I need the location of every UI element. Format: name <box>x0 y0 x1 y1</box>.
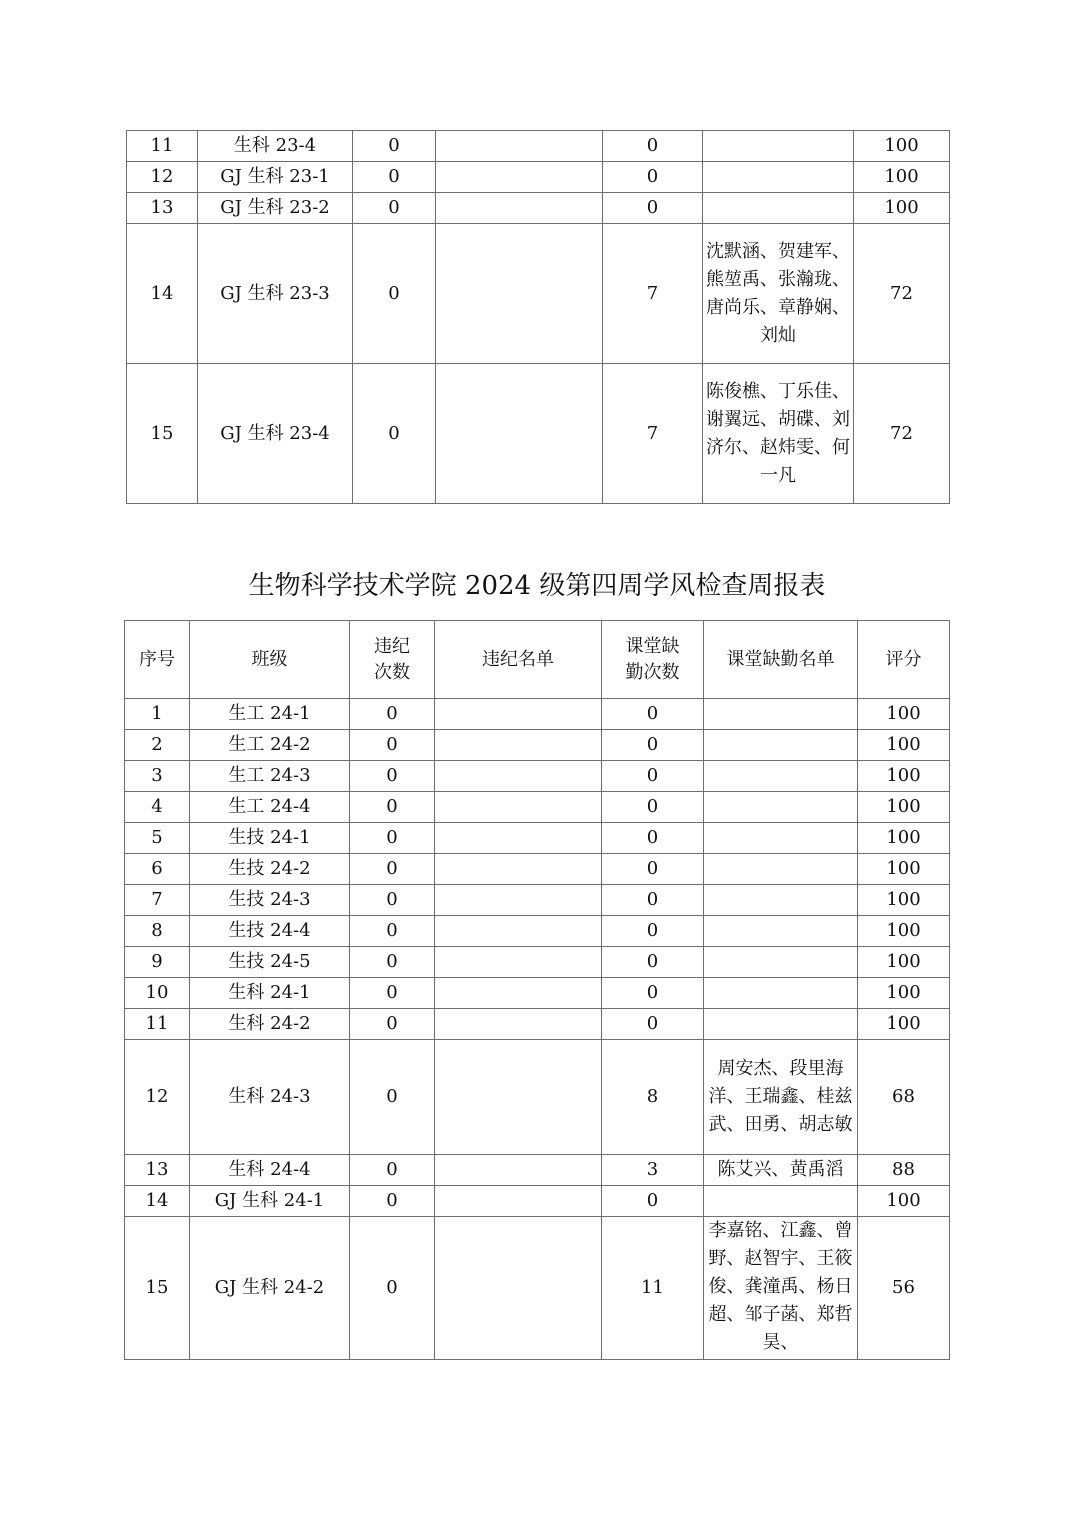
cell-no: 1 <box>125 699 190 730</box>
table-row <box>125 1186 950 1217</box>
cell-class: 生科 24-3 <box>190 1040 350 1155</box>
cell-no: 14 <box>125 1186 190 1217</box>
table-row <box>125 947 950 978</box>
cell-class: GJ 生科 23-3 <box>198 224 353 364</box>
cell-class: 生科 24-4 <box>190 1155 350 1186</box>
table-row <box>127 224 950 364</box>
cell-violations: 0 <box>353 162 436 193</box>
cell-absences: 0 <box>602 761 704 792</box>
cell-no: 11 <box>127 131 198 162</box>
cell-class: 生技 24-5 <box>190 947 350 978</box>
cell-violation-names <box>435 1155 602 1186</box>
cell-absence-names <box>704 854 858 885</box>
report-title: 生物科学技术学院 2024 级第四周学风检查周报表 <box>248 571 826 601</box>
table-row <box>125 1155 950 1186</box>
cell-violations: 0 <box>350 885 435 916</box>
cell-violation-names <box>436 162 603 193</box>
header-violation-names: 违纪名单 <box>435 621 602 699</box>
cell-score: 68 <box>858 1040 950 1155</box>
cell-violations: 0 <box>350 1155 435 1186</box>
cell-absence-names: 陈俊樵、丁乐佳、谢翼远、胡碟、刘济尔、赵炜雯、何一凡 <box>703 364 854 504</box>
cell-absence-names <box>704 1009 858 1040</box>
cell-absence-names <box>704 792 858 823</box>
cell-absence-names <box>704 947 858 978</box>
cell-violation-names <box>435 730 602 761</box>
cell-score: 100 <box>858 916 950 947</box>
cell-violations: 0 <box>353 364 436 504</box>
cell-violation-names <box>435 1186 602 1217</box>
cell-class: GJ 生科 24-1 <box>190 1186 350 1217</box>
cell-absences: 0 <box>602 699 704 730</box>
cell-class: GJ 生科 23-4 <box>198 364 353 504</box>
cell-no: 12 <box>127 162 198 193</box>
header-absence-names: 课堂缺勤名单 <box>704 621 858 699</box>
cell-score: 72 <box>854 224 950 364</box>
header-no: 序号 <box>125 621 190 699</box>
cell-score: 100 <box>854 131 950 162</box>
cell-violation-names <box>435 699 602 730</box>
cell-absences: 0 <box>603 131 703 162</box>
cell-absences: 0 <box>602 730 704 761</box>
cell-violations: 0 <box>353 224 436 364</box>
cell-absences: 0 <box>602 823 704 854</box>
cell-absences: 11 <box>602 1217 704 1360</box>
cell-violation-names <box>436 224 603 364</box>
cell-class: 生工 24-3 <box>190 761 350 792</box>
cell-violations: 0 <box>350 916 435 947</box>
cell-class: 生技 24-1 <box>190 823 350 854</box>
cell-absence-names <box>704 823 858 854</box>
cell-absences: 0 <box>602 1009 704 1040</box>
cell-absence-names <box>703 131 854 162</box>
cell-absences: 0 <box>602 854 704 885</box>
cell-violation-names <box>435 978 602 1009</box>
header-score: 评分 <box>858 621 950 699</box>
cell-class: 生工 24-2 <box>190 730 350 761</box>
cell-class: 生科 24-2 <box>190 1009 350 1040</box>
table-row <box>127 364 950 504</box>
table-row <box>125 1009 950 1040</box>
cell-violation-names <box>435 1217 602 1360</box>
cell-violations: 0 <box>350 1040 435 1155</box>
cell-absences: 8 <box>602 1040 704 1155</box>
table-row <box>125 792 950 823</box>
cell-absences: 0 <box>602 1186 704 1217</box>
cell-absence-names <box>704 761 858 792</box>
cell-score: 100 <box>858 947 950 978</box>
cell-class: GJ 生科 23-1 <box>198 162 353 193</box>
cell-violation-names <box>435 947 602 978</box>
table-row <box>125 761 950 792</box>
cell-violations: 0 <box>350 1217 435 1360</box>
cell-absences: 0 <box>602 947 704 978</box>
cell-absences: 0 <box>603 193 703 224</box>
table-row <box>125 1040 950 1155</box>
cell-score: 100 <box>858 699 950 730</box>
cell-score: 100 <box>854 162 950 193</box>
cell-absence-names <box>704 916 858 947</box>
cell-absences: 3 <box>602 1155 704 1186</box>
cell-class: GJ 生科 23-2 <box>198 193 353 224</box>
cell-score: 56 <box>858 1217 950 1360</box>
cell-violations: 0 <box>353 131 436 162</box>
table-row <box>125 916 950 947</box>
cell-violations: 0 <box>350 699 435 730</box>
cell-absences: 0 <box>602 885 704 916</box>
table-row <box>127 193 950 224</box>
cell-no: 10 <box>125 978 190 1009</box>
cell-violation-names <box>436 193 603 224</box>
cell-score: 100 <box>858 1009 950 1040</box>
cell-violation-names <box>435 792 602 823</box>
table-row <box>125 699 950 730</box>
cell-no: 7 <box>125 885 190 916</box>
cell-class: 生科 24-1 <box>190 978 350 1009</box>
cell-score: 100 <box>858 792 950 823</box>
cell-absences: 0 <box>602 916 704 947</box>
cell-violation-names <box>436 131 603 162</box>
cell-violations: 0 <box>353 193 436 224</box>
cell-absence-names <box>704 885 858 916</box>
cell-violation-names <box>436 364 603 504</box>
cell-no: 9 <box>125 947 190 978</box>
cell-absences: 0 <box>602 978 704 1009</box>
cell-absences: 0 <box>603 162 703 193</box>
cell-violations: 0 <box>350 1186 435 1217</box>
cell-no: 13 <box>125 1155 190 1186</box>
cell-score: 100 <box>858 730 950 761</box>
cell-absence-names <box>704 699 858 730</box>
table-row <box>125 854 950 885</box>
report-table-2023-continued <box>126 130 950 504</box>
cell-violations: 0 <box>350 947 435 978</box>
table-row <box>127 162 950 193</box>
cell-absence-names: 沈默涵、贺建军、熊堃禹、张瀚珑、唐尚乐、章静娴、刘灿 <box>703 224 854 364</box>
table-row <box>125 885 950 916</box>
cell-no: 12 <box>125 1040 190 1155</box>
cell-absence-names: 李嘉铭、江鑫、曾野、赵智宇、王筱俊、龚潼禹、杨日超、邹子菡、郑哲昊、 <box>704 1217 858 1360</box>
cell-violations: 0 <box>350 978 435 1009</box>
table-row <box>125 1217 950 1360</box>
cell-absence-names <box>704 978 858 1009</box>
cell-class: 生工 24-1 <box>190 699 350 730</box>
cell-no: 11 <box>125 1009 190 1040</box>
header-class: 班级 <box>190 621 350 699</box>
cell-violation-names <box>435 854 602 885</box>
cell-score: 100 <box>858 823 950 854</box>
cell-no: 5 <box>125 823 190 854</box>
report-table-2024 <box>124 620 950 1360</box>
cell-class: 生技 24-4 <box>190 916 350 947</box>
cell-violations: 0 <box>350 1009 435 1040</box>
cell-absences: 0 <box>602 792 704 823</box>
cell-score: 100 <box>858 978 950 1009</box>
cell-no: 14 <box>127 224 198 364</box>
cell-no: 13 <box>127 193 198 224</box>
cell-score: 100 <box>858 854 950 885</box>
cell-no: 6 <box>125 854 190 885</box>
cell-absence-names <box>703 162 854 193</box>
cell-score: 88 <box>858 1155 950 1186</box>
cell-class: 生工 24-4 <box>190 792 350 823</box>
cell-no: 2 <box>125 730 190 761</box>
cell-score: 100 <box>858 1186 950 1217</box>
cell-violation-names <box>435 761 602 792</box>
cell-violation-names <box>435 823 602 854</box>
cell-class: 生科 23-4 <box>198 131 353 162</box>
cell-absence-names <box>704 730 858 761</box>
cell-score: 100 <box>858 761 950 792</box>
cell-no: 4 <box>125 792 190 823</box>
table-header-row <box>125 621 950 699</box>
cell-absence-names <box>704 1186 858 1217</box>
cell-absences: 7 <box>603 364 703 504</box>
cell-absence-names: 陈艾兴、黄禹滔 <box>704 1155 858 1186</box>
cell-absence-names: 周安杰、段里海洋、王瑞鑫、桂兹武、田勇、胡志敏 <box>704 1040 858 1155</box>
cell-no: 8 <box>125 916 190 947</box>
cell-violations: 0 <box>350 761 435 792</box>
table-row <box>125 730 950 761</box>
cell-absence-names <box>703 193 854 224</box>
cell-no: 15 <box>127 364 198 504</box>
cell-violation-names <box>435 885 602 916</box>
cell-violation-names <box>435 916 602 947</box>
cell-violations: 0 <box>350 854 435 885</box>
table-row <box>125 823 950 854</box>
cell-violations: 0 <box>350 730 435 761</box>
table-row <box>125 978 950 1009</box>
cell-absences: 7 <box>603 224 703 364</box>
cell-score: 100 <box>854 193 950 224</box>
cell-no: 3 <box>125 761 190 792</box>
cell-class: GJ 生科 24-2 <box>190 1217 350 1360</box>
cell-class: 生技 24-2 <box>190 854 350 885</box>
cell-violation-names <box>435 1009 602 1040</box>
cell-violations: 0 <box>350 823 435 854</box>
cell-score: 100 <box>858 885 950 916</box>
cell-violation-names <box>435 1040 602 1155</box>
cell-class: 生技 24-3 <box>190 885 350 916</box>
table-row <box>127 131 950 162</box>
cell-violations: 0 <box>350 792 435 823</box>
cell-no: 15 <box>125 1217 190 1360</box>
header-absences: 课堂缺勤次数 <box>602 621 704 699</box>
cell-score: 72 <box>854 364 950 504</box>
header-violations: 违纪次数 <box>350 621 435 699</box>
